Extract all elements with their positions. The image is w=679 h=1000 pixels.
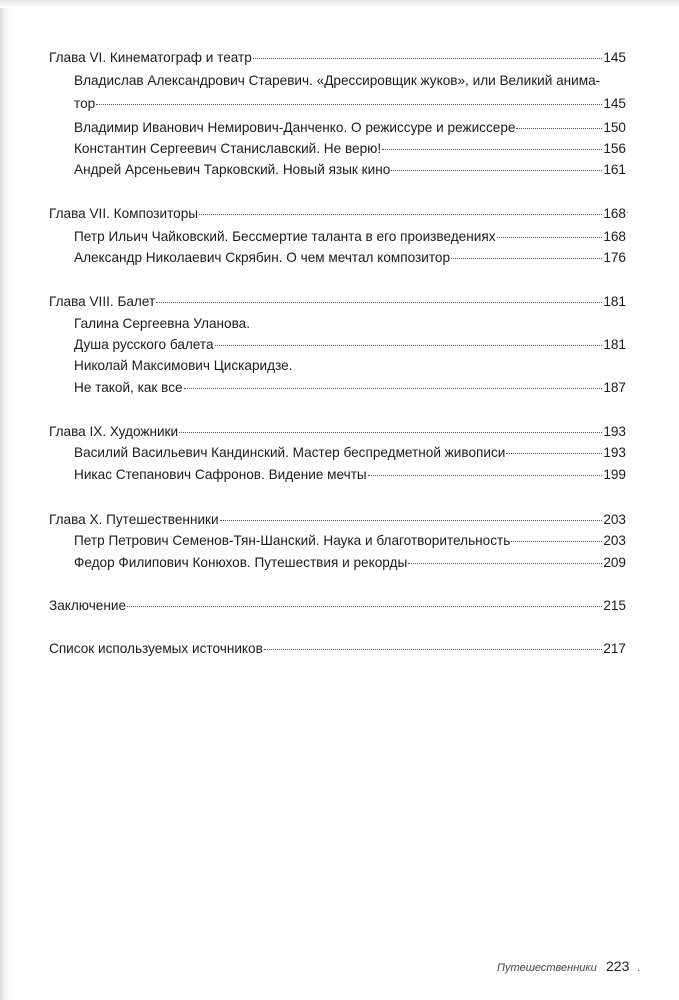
toc-page-number: 145: [603, 96, 626, 111]
toc-leader-dots: [156, 302, 602, 303]
toc-entry-nemirovich[interactable]: [74, 119, 626, 137]
toc-entry-tsiskaridze-line2[interactable]: [74, 379, 626, 397]
toc-chapter-9[interactable]: [49, 423, 626, 441]
toc-entry-kandinsky[interactable]: [74, 444, 626, 462]
toc-page-number: 193: [603, 424, 626, 439]
toc-entry-semenov[interactable]: [74, 532, 626, 550]
scan-speck: ·: [626, 207, 630, 218]
toc-page-number: 203: [603, 512, 626, 527]
toc-chapter-title: Глава IX. Художники: [49, 424, 179, 439]
footer-page-number: 223: [606, 958, 630, 974]
toc-page-number: 203: [603, 533, 626, 548]
toc-entry-tsiskaridze-line1[interactable]: [74, 357, 626, 375]
toc-leader-dots: [184, 388, 603, 389]
toc-entry-starevich-line2[interactable]: [74, 95, 626, 113]
toc-page-number: 156: [603, 141, 626, 156]
toc-leader-dots: [516, 128, 602, 129]
toc-conclusion[interactable]: [49, 597, 626, 615]
toc-entry-title: Петр Ильич Чайковский. Бессмертие таланта в его произведениях: [74, 229, 496, 244]
toc-leader-dots: [199, 214, 602, 215]
toc-entry-title: Николай Максимович Цискаридзе.: [74, 358, 293, 373]
toc-entry-title-continued: тор: [74, 96, 96, 111]
toc-page-number: 199: [603, 467, 626, 482]
toc-entry-safronov[interactable]: [74, 466, 626, 484]
toc-entry-title: Владислав Александрович Старевич. «Дрессировщик жуков», или Великий анима-: [74, 73, 601, 88]
toc-entry-tchaikovsky[interactable]: [74, 228, 626, 246]
toc-page-number: 215: [603, 598, 626, 613]
toc-sources[interactable]: [49, 640, 626, 658]
toc-leader-dots: [179, 432, 602, 433]
toc-page-number: 209: [603, 555, 626, 570]
toc-leader-dots: [451, 258, 602, 259]
toc-entry-tarkovsky[interactable]: [74, 161, 626, 179]
toc-page-number: 161: [603, 162, 626, 177]
toc-entry-title: Константин Сергеевич Станиславский. Не верю!: [74, 141, 382, 156]
toc-leader-dots: [391, 170, 602, 171]
toc-page-number: 176: [603, 250, 626, 265]
toc-leader-dots: [408, 563, 602, 564]
toc-leader-dots: [511, 541, 602, 542]
toc-page-number: 193: [603, 445, 626, 460]
toc-leader-dots: [96, 104, 602, 105]
toc-page-number: 181: [603, 294, 626, 309]
toc-entry-starevich-line1[interactable]: [74, 72, 626, 90]
toc-page-number: 181: [603, 337, 626, 352]
scan-speck: .: [637, 960, 641, 974]
toc-chapter-6[interactable]: [49, 49, 626, 67]
toc-chapter-8[interactable]: [49, 293, 626, 311]
toc-leader-dots: [220, 520, 603, 521]
toc-entry-konyukhov[interactable]: [74, 554, 626, 572]
toc-chapter-7[interactable]: [49, 205, 626, 223]
toc-page-number: 150: [603, 120, 626, 135]
toc-entry-title: Галина Сергеевна Уланова.: [74, 316, 251, 331]
toc-leader-dots: [215, 345, 603, 346]
toc-entry-title-continued: Не такой, как все: [74, 380, 183, 395]
toc-entry-title: Владимир Иванович Немирович-Данченко. О режиссуре и режиссере: [74, 120, 516, 135]
toc-entry-title: Василий Васильевич Кандинский. Мастер беспредметной живописи: [74, 445, 506, 460]
toc-entry-title: Федор Филипович Конюхов. Путешествия и рекорды: [74, 555, 408, 570]
toc-chapter-title: Глава VIII. Балет: [49, 294, 156, 309]
toc-leader-dots: [264, 649, 603, 650]
toc-chapter-title: Глава VII. Композиторы: [49, 206, 199, 221]
toc-page-number: 217: [603, 641, 626, 656]
toc-page-number: 145: [603, 50, 626, 65]
toc-entry-title: Петр Петрович Семенов-Тян-Шанский. Наука и благотворительность: [74, 533, 511, 548]
toc-entry-title: Никас Степанович Сафронов. Видение мечты: [74, 467, 367, 482]
toc-leader-dots: [127, 606, 602, 607]
toc-entry-title-continued: Душа русского балета: [74, 337, 214, 352]
toc-leader-dots: [506, 453, 602, 454]
toc-page-number: 187: [603, 380, 626, 395]
toc-leader-dots: [497, 237, 603, 238]
toc-entry-ulanova-line2[interactable]: [74, 336, 626, 354]
toc-chapter-title: Глава VI. Кинематограф и театр: [49, 50, 252, 65]
toc-page-number: 168: [603, 229, 626, 244]
toc-page-number: 168: [603, 206, 626, 221]
toc-entry-title: Андрей Арсеньевич Тарковский. Новый язык кино: [74, 162, 391, 177]
toc-entry-scriabin[interactable]: [74, 249, 626, 267]
toc-chapter-title: Глава X. Путешественники: [49, 512, 219, 527]
toc-chapter-title: Заключение: [49, 598, 127, 613]
running-footer-title: Путешественники: [497, 962, 597, 974]
toc-leader-dots: [368, 475, 603, 476]
toc-chapter-10[interactable]: [49, 511, 626, 529]
toc-leader-dots: [253, 58, 603, 59]
toc-leader-dots: [382, 149, 602, 150]
toc-entry-ulanova-line1[interactable]: [74, 315, 626, 333]
toc-entry-title: Александр Николаевич Скрябин. О чем мечтал композитор: [74, 250, 451, 265]
toc-entry-stanislavsky[interactable]: [74, 140, 626, 158]
toc-chapter-title: Список используемых источников: [49, 641, 263, 656]
